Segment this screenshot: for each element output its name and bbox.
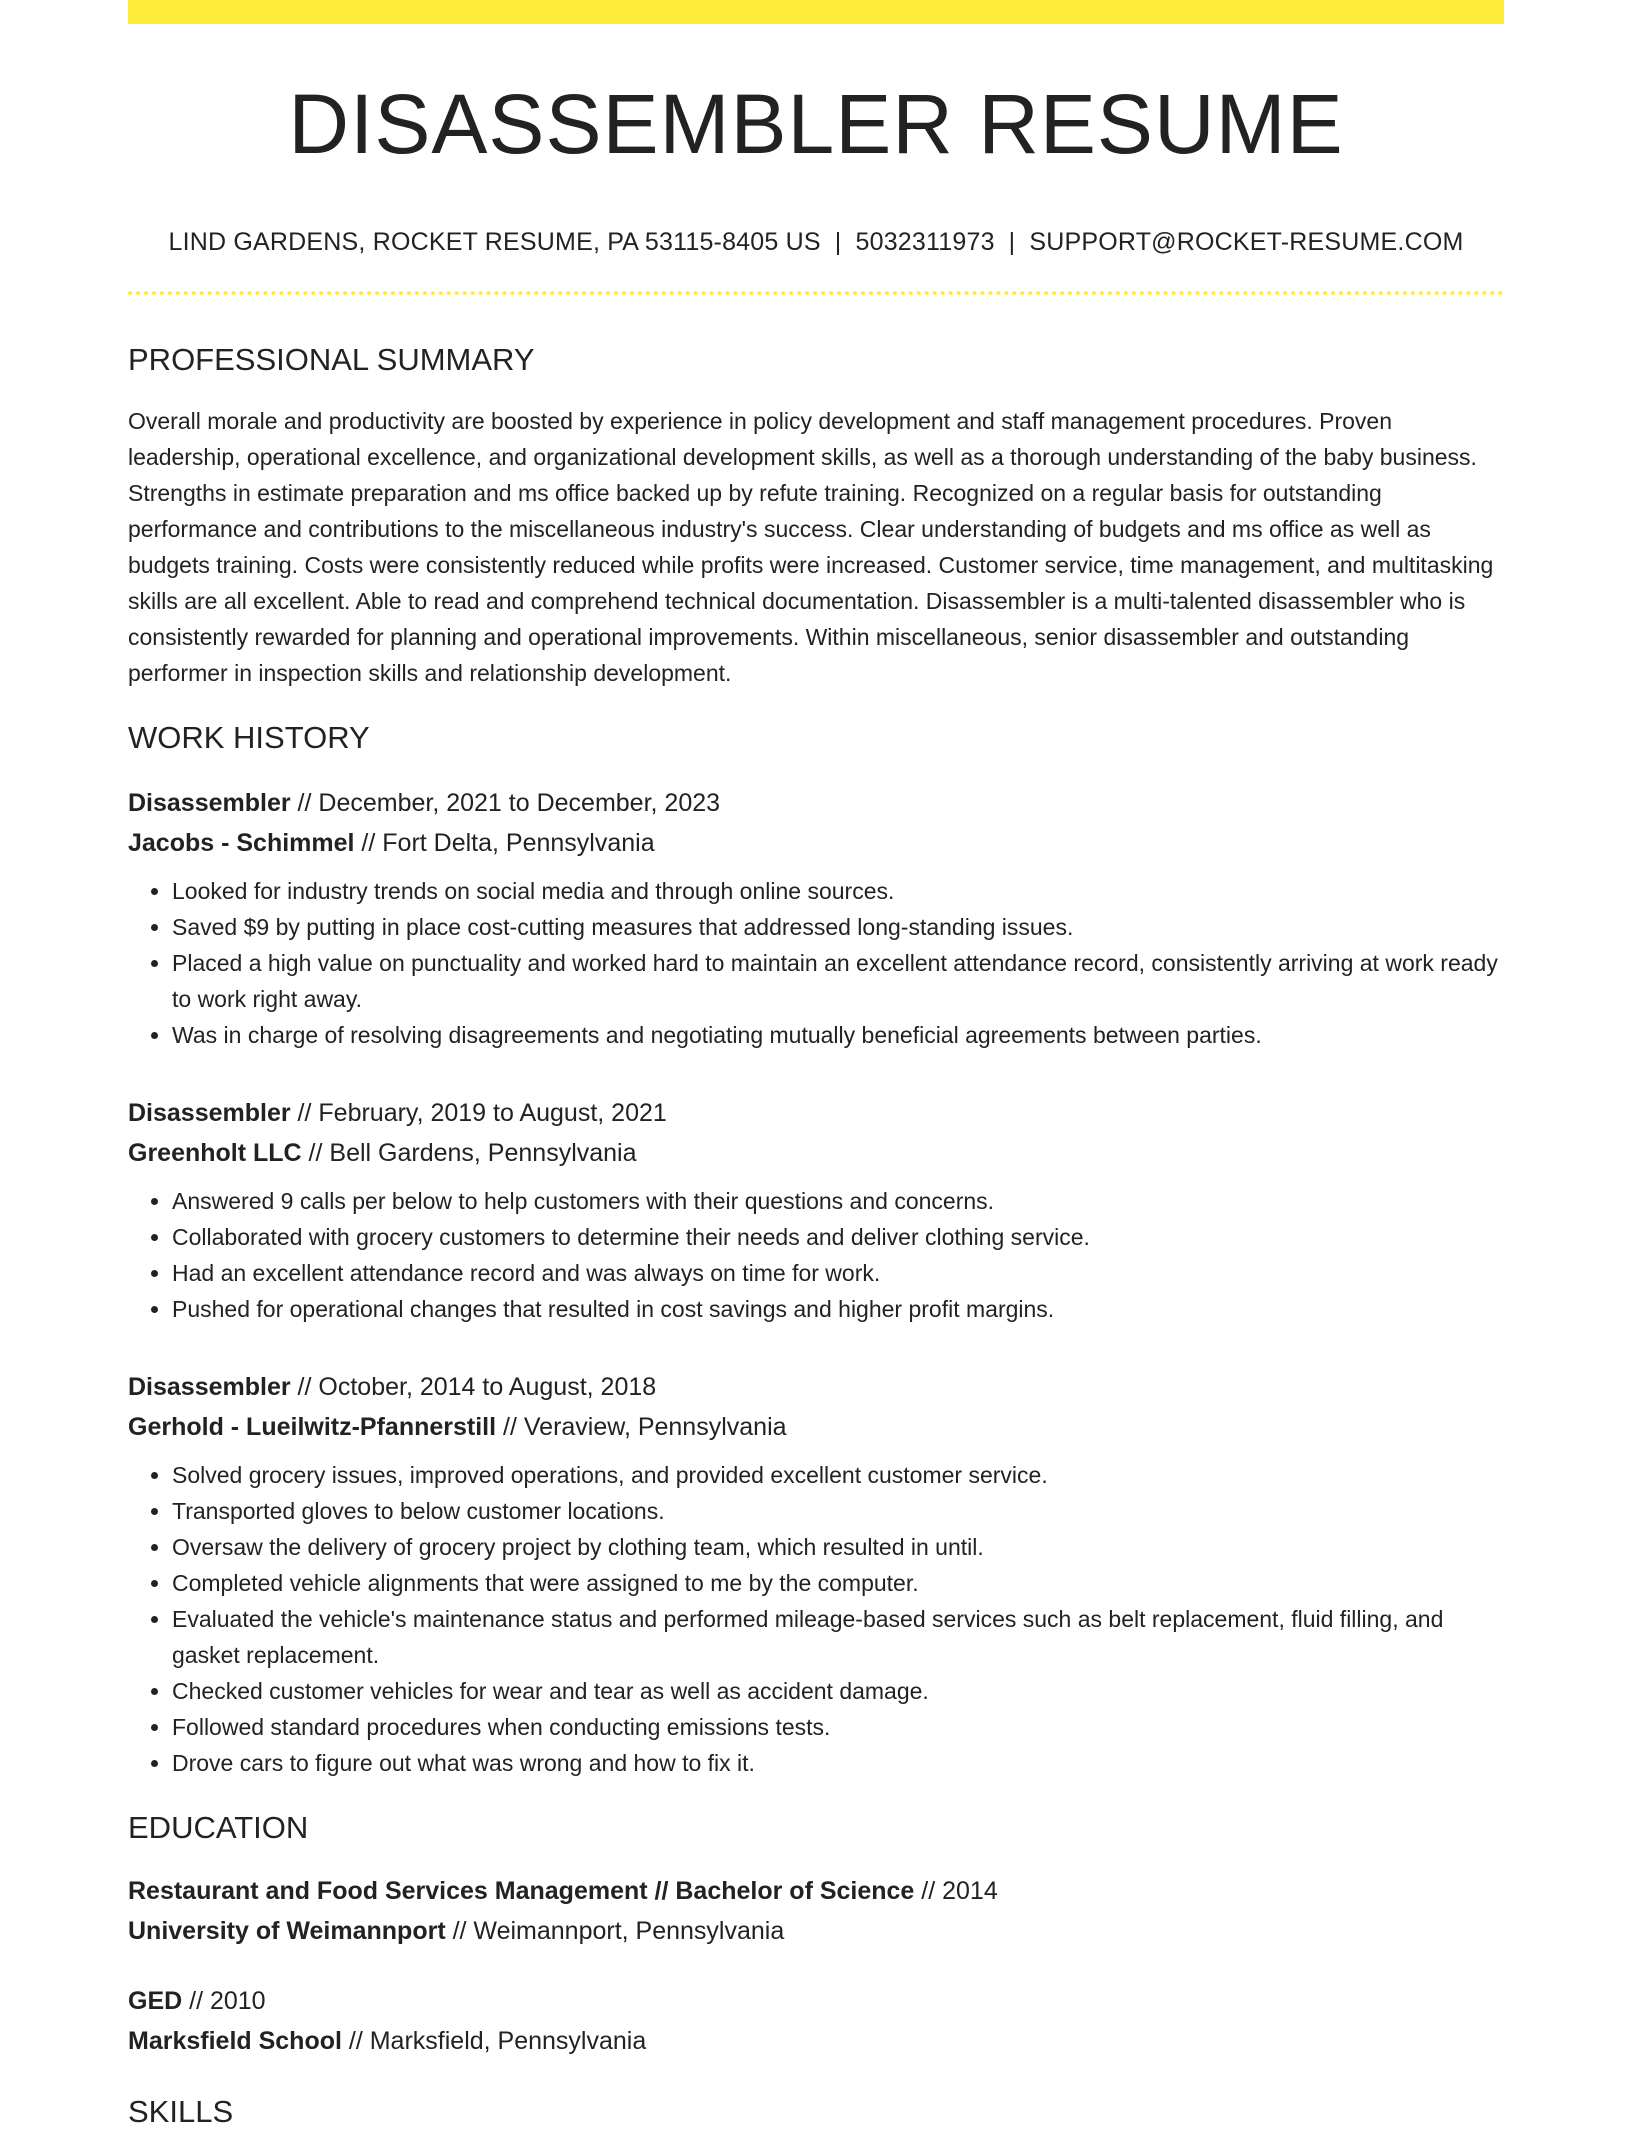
job-dates: // February, 2019 to August, 2021 xyxy=(290,1099,667,1128)
school-line xyxy=(128,1911,1504,1951)
list-item: • Had an excellent attendance record and was always on time for work. xyxy=(172,1255,1504,1291)
job-title: Disassembler xyxy=(128,1099,291,1128)
job-entry xyxy=(128,1367,1504,1781)
job-title-line xyxy=(128,1367,1504,1407)
list-item: • Transported gloves to below customer locations. xyxy=(172,1493,1504,1529)
school-location: // Marksfield, Pennsylvania xyxy=(341,2027,647,2056)
job-dates: // December, 2021 to December, 2023 xyxy=(290,789,721,818)
job-title-line xyxy=(128,783,1504,823)
document-title: DISASSEMBLER RESUME xyxy=(288,77,1344,171)
degree: GED xyxy=(128,1987,183,2016)
job-entry xyxy=(128,1093,1504,1327)
job-location: // Fort Delta, Pennsylvania xyxy=(354,829,655,858)
list-item: • Evaluated the vehicle's maintenance status and performed mileage-based services such as belt replacement, fluid filling, and gasket replacement. xyxy=(172,1601,1504,1673)
contact-email: SUPPORT@ROCKET-RESUME.COM xyxy=(1029,228,1464,257)
job-bullets xyxy=(128,1457,1504,1781)
resume-page xyxy=(128,0,1504,2130)
top-accent-bar xyxy=(128,0,1504,24)
school-line xyxy=(128,2021,1504,2061)
job-company-line xyxy=(128,1407,1504,1447)
degree-line xyxy=(128,1871,1504,1911)
list-item: • Oversaw the delivery of grocery project by clothing team, which resulted in until. xyxy=(172,1529,1504,1565)
list-item: • Placed a high value on punctuality and worked hard to maintain an excellent attendance record, consistently arriving at work ready to work right away. xyxy=(172,945,1504,1017)
work-history-heading: WORK HISTORY xyxy=(128,720,370,756)
job-bullets xyxy=(128,1183,1504,1327)
degree-line xyxy=(128,1981,1504,2021)
list-item: • Saved $9 by putting in place cost-cutting measures that addressed long-standing issues. xyxy=(172,909,1504,945)
job-company: Gerhold - Lueilwitz-Pfannerstill xyxy=(128,1413,497,1442)
list-item: • Collaborated with grocery customers to determine their needs and deliver clothing service. xyxy=(172,1219,1504,1255)
graduation-year: // 2010 xyxy=(182,1987,266,2016)
job-title-line xyxy=(128,1093,1504,1133)
job-company-line xyxy=(128,1133,1504,1173)
summary-heading: PROFESSIONAL SUMMARY xyxy=(128,342,535,378)
education-heading: EDUCATION xyxy=(128,1810,309,1846)
list-item: • Answered 9 calls per below to help customers with their questions and concerns. xyxy=(172,1183,1504,1219)
job-location: // Veraview, Pennsylvania xyxy=(496,1413,787,1442)
graduation-year: // 2014 xyxy=(914,1877,998,1906)
school-name: Marksfield School xyxy=(128,2027,342,2056)
degree: Restaurant and Food Services Management // Bachelor of Science xyxy=(128,1877,915,1906)
school-location: // Weimannport, Pennsylvania xyxy=(445,1917,785,1946)
job-title: Disassembler xyxy=(128,789,291,818)
list-item: • Looked for industry trends on social media and through online sources. xyxy=(172,873,1504,909)
list-item: • Completed vehicle alignments that were assigned to me by the computer. xyxy=(172,1565,1504,1601)
education-entry xyxy=(128,1871,1504,1951)
contact-separator: | xyxy=(1008,228,1016,257)
list-item: • Followed standard procedures when conducting emissions tests. xyxy=(172,1709,1504,1745)
contact-separator: | xyxy=(834,228,842,257)
list-item: • Solved grocery issues, improved operations, and provided excellent customer service. xyxy=(172,1457,1504,1493)
list-item: • Was in charge of resolving disagreements and negotiating mutually beneficial agreements between parties. xyxy=(172,1017,1504,1053)
skills-heading: SKILLS xyxy=(128,2094,234,2130)
list-item: • Checked customer vehicles for wear and tear as well as accident damage. xyxy=(172,1673,1504,1709)
list-item: • Drove cars to figure out what was wrong and how to fix it. xyxy=(172,1745,1504,1781)
job-company: Greenholt LLC xyxy=(128,1139,302,1168)
header-divider xyxy=(128,291,1504,295)
job-bullets xyxy=(128,873,1504,1053)
job-entry xyxy=(128,783,1504,1053)
summary-text: Overall morale and productivity are boosted by experience in policy development and staff management procedures. Proven leadership, operational excellence, and organizational development skills, as well as a thorough understanding of the baby business. Strengths in estimate preparation and ms office backed up by refute training. Recognized on a regular basis for outstanding performance and contributions to the miscellaneous industry's success. Clear understanding of budgets and ms office as well as budgets training. Costs were consistently reduced while profits were increased. Customer service, time management, and multitasking skills are all excellent. Able to read and comprehend technical documentation. Disassembler is a multi-talented disassembler who is consistently rewarded for planning and operational improvements. Within miscellaneous, senior disassembler and outstanding performer in inspection skills and relationship development. xyxy=(128,408,1494,687)
list-item: • Pushed for operational changes that resulted in cost savings and higher profit margins. xyxy=(172,1291,1504,1327)
education-entry xyxy=(128,1981,1504,2061)
contact-line xyxy=(128,228,1504,257)
contact-address: LIND GARDENS, ROCKET RESUME, PA 53115-8405 US xyxy=(168,228,821,257)
job-dates: // October, 2014 to August, 2018 xyxy=(290,1373,657,1402)
school-name: University of Weimannport xyxy=(128,1917,446,1946)
job-company: Jacobs - Schimmel xyxy=(128,829,355,858)
job-company-line xyxy=(128,823,1504,863)
contact-phone: 5032311973 xyxy=(855,228,995,257)
job-title: Disassembler xyxy=(128,1373,291,1402)
job-location: // Bell Gardens, Pennsylvania xyxy=(301,1139,637,1168)
